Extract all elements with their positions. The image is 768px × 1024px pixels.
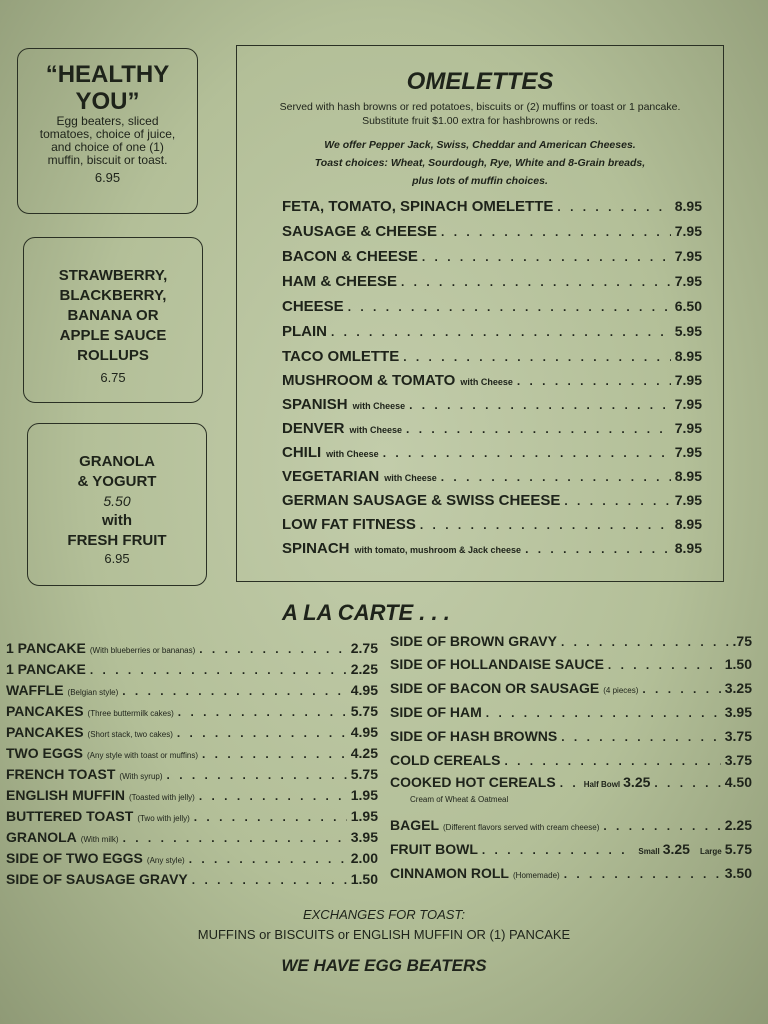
omelettes-sub-2: Substitute fruit $1.00 extra for hashbrowns or reds.: [362, 115, 598, 127]
omelette-item: [282, 396, 702, 413]
healthy-you-box: [17, 48, 198, 214]
omelette-item: [282, 468, 702, 485]
omelettes-cheese-3: plus lots of muffin choices.: [412, 175, 548, 187]
omelette-item: [282, 223, 702, 240]
item-name: SIDE OF HASH BROWNS: [390, 728, 558, 744]
item-note: (Any style with toast or muffins): [87, 751, 198, 760]
item-name: GRANOLA: [6, 829, 77, 845]
granola-line-3: FRESH FRUIT: [67, 532, 167, 549]
leader-dots: [422, 250, 671, 264]
item-price: 4.50: [724, 774, 752, 790]
granola-price-2: 6.95: [104, 551, 130, 566]
item-note: with Cheese: [352, 401, 406, 411]
omelette-item: [282, 372, 702, 389]
leader-dots: [383, 446, 671, 460]
leader-dots: [90, 663, 347, 677]
hot-cereals-sub: Cream of Wheat & Oatmeal: [410, 795, 509, 804]
alacarte-item: [6, 850, 378, 866]
alacarte-item: [390, 817, 752, 833]
item-price: 1.50: [350, 871, 378, 887]
rollups-line-5: ROLLUPS: [77, 347, 149, 364]
large-price: 5.75: [724, 841, 752, 857]
rollups-price: 6.75: [100, 370, 126, 385]
leader-dots: [167, 768, 347, 782]
item-price: 1.50: [724, 656, 752, 672]
item-name: SPINACH: [282, 540, 350, 557]
egg-beaters-note: WE HAVE EGG BEATERS: [281, 956, 487, 975]
healthy-title-line1: “HEALTHY: [45, 61, 170, 88]
leader-dots: [199, 642, 346, 656]
item-note: (Toasted with jelly): [129, 793, 195, 802]
item-price: 7.95: [674, 248, 702, 264]
rollups-line-1: STRAWBERRY,: [58, 267, 168, 284]
alacarte-item-hot-cereals: [390, 774, 752, 790]
item-note: (With milk): [80, 835, 119, 844]
omelette-item: [282, 273, 702, 290]
omelette-item: [282, 540, 702, 557]
item-name: BUTTERED TOAST: [6, 808, 134, 824]
item-name: COOKED HOT CEREALS: [390, 774, 556, 790]
leader-dots: [482, 843, 632, 857]
omelette-item: [282, 298, 702, 315]
omelettes-cheese-1: We offer Pepper Jack, Swiss, Cheddar and American Cheeses.: [324, 139, 636, 151]
item-name: SIDE OF HAM: [390, 704, 482, 720]
leader-dots: [525, 542, 671, 556]
item-name: DENVER: [282, 420, 345, 437]
item-price: 4.95: [350, 724, 378, 740]
item-price: 2.75: [350, 640, 378, 656]
leader-dots: [202, 747, 347, 761]
leader-dots: [401, 275, 671, 289]
alacarte-item: [6, 766, 378, 782]
item-price: 7.95: [674, 396, 702, 412]
leader-dots: [441, 470, 671, 484]
leader-dots: [561, 730, 721, 744]
alacarte-item: [390, 633, 752, 649]
item-name: FRENCH TOAST: [6, 766, 116, 782]
item-price: 3.95: [350, 829, 378, 845]
item-name: FRUIT BOWL: [390, 841, 478, 857]
omelette-item: [282, 198, 702, 215]
alacarte-item: [6, 808, 378, 824]
item-note: (4 pieces): [603, 686, 639, 695]
omelette-item: [282, 348, 702, 365]
healthy-desc-4: muffin, biscuit or toast.: [47, 153, 168, 167]
item-name: SIDE OF BROWN GRAVY: [390, 633, 557, 649]
leader-dots: [409, 398, 671, 412]
leader-dots: [420, 518, 671, 532]
rollups-box: [23, 237, 203, 403]
exchanges-note: [0, 905, 768, 945]
item-name: SIDE OF BACON OR SAUSAGE: [390, 680, 600, 696]
alacarte-item: [390, 656, 752, 672]
granola-price-1: 5.50: [103, 493, 131, 509]
item-name: BAGEL: [390, 817, 439, 833]
alacarte-item: [6, 661, 378, 677]
item-name: FETA, TOMATO, SPINACH OMELETTE: [282, 198, 554, 215]
leader-dots: [189, 852, 347, 866]
item-note: (Any style): [146, 856, 185, 865]
item-price: 8.95: [674, 468, 702, 484]
item-price: 4.25: [350, 745, 378, 761]
item-name: SIDE OF HOLLANDAISE SAUCE: [390, 656, 604, 672]
leader-dots: [561, 635, 729, 649]
alacarte-title: A LA CARTE . . .: [282, 600, 450, 625]
item-name: GERMAN SAUSAGE & SWISS CHEESE: [282, 492, 561, 509]
item-note: with Cheese: [460, 377, 513, 387]
alacarte-item: [6, 640, 378, 656]
item-price: 7.95: [674, 223, 702, 239]
item-name: CINNAMON ROLL: [390, 865, 509, 881]
small-price: 3.25: [662, 841, 690, 857]
leader-dots: [603, 819, 720, 833]
item-name: SAUSAGE & CHEESE: [282, 223, 438, 240]
item-name: PANCAKES: [6, 724, 84, 740]
rollups-line-3: BANANA OR: [67, 307, 159, 324]
alacarte-item: [390, 704, 752, 720]
alacarte-item: [6, 745, 378, 761]
item-name: LOW FAT FITNESS: [282, 516, 416, 533]
item-price: 7.95: [674, 273, 702, 289]
alacarte-item-fruit-bowl: [390, 841, 752, 857]
item-price: 3.50: [724, 865, 752, 881]
item-price: 1.95: [350, 808, 378, 824]
half-bowl-label: Half Bowl: [583, 780, 621, 789]
leader-dots: [517, 374, 671, 388]
item-name: 1 PANCAKE: [6, 661, 86, 677]
item-note: (Different flavors served with cream cheese): [443, 823, 600, 832]
item-name: PLAIN: [282, 323, 327, 340]
leader-dots: [192, 873, 347, 887]
leader-dots: [122, 684, 347, 698]
leader-dots: [194, 810, 347, 824]
item-name: ENGLISH MUFFIN: [6, 787, 125, 803]
item-name: SIDE OF TWO EGGS: [6, 850, 143, 866]
omelette-item: [282, 516, 702, 533]
granola-yogurt-box: [27, 423, 207, 586]
omelette-item: [282, 248, 702, 265]
large-label: Large: [699, 847, 722, 856]
leader-dots: [564, 494, 670, 508]
item-note: (Homemade): [513, 871, 560, 880]
item-price: 7.95: [674, 444, 702, 460]
item-price: 4.95: [350, 682, 378, 698]
omelette-item: [282, 492, 702, 509]
leader-dots: [331, 325, 671, 339]
item-price: 1.95: [350, 787, 378, 803]
item-note: (With syrup): [119, 772, 163, 781]
item-note: (Two with jelly): [137, 814, 190, 823]
item-name: MUSHROOM & TOMATO: [282, 372, 456, 389]
leader-dots: [199, 789, 347, 803]
omelettes-subtitle: [237, 100, 723, 128]
granola-line-1: GRANOLA: [79, 453, 155, 470]
item-note: (Short stack, two cakes): [87, 730, 173, 739]
half-bowl-price: 3.25: [623, 774, 651, 790]
leader-dots: [123, 831, 347, 845]
rollups-line-2: BLACKBERRY,: [59, 287, 167, 304]
item-price: 7.95: [674, 420, 702, 436]
item-note: with Cheese: [384, 473, 437, 483]
omelettes-title: OMELETTES: [406, 68, 554, 95]
item-note: (With blueberries or bananas): [89, 646, 196, 655]
leader-dots: [348, 300, 671, 314]
granola-line-2: & YOGURT: [77, 473, 157, 490]
item-price: 8.95: [674, 516, 702, 532]
item-price: 8.95: [674, 198, 702, 214]
leader-dots: [486, 706, 721, 720]
rollups-line-4: APPLE SAUCE: [59, 327, 167, 344]
leader-dots: [403, 350, 671, 364]
item-price: 2.00: [350, 850, 378, 866]
item-note: with Cheese: [326, 449, 379, 459]
omelette-item: [282, 323, 702, 340]
alacarte-item: [390, 728, 752, 744]
omelettes-sub-1: Served with hash browns or red potatoes, biscuits or (2) muffins or toast or 1 pancake.: [279, 101, 681, 113]
item-price: 7.95: [674, 492, 702, 508]
omelettes-cheese-note: [237, 136, 723, 190]
omelette-item: [282, 444, 702, 461]
item-name: 1 PANCAKE: [6, 640, 86, 656]
omelettes-cheese-2: Toast choices: Wheat, Sourdough, Rye, White and 8-Grain breads,: [314, 157, 646, 169]
item-note: (Three buttermilk cakes): [87, 709, 174, 718]
alacarte-item: [390, 865, 752, 881]
item-price: 5.75: [350, 703, 378, 719]
item-note: with tomato, mushroom & Jack cheese: [354, 545, 522, 555]
item-price: 5.75: [350, 766, 378, 782]
healthy-desc-2: tomatoes, choice of juice,: [39, 127, 176, 141]
leader-dots: [642, 682, 720, 696]
leader-dots: [560, 776, 578, 790]
item-price: 2.25: [724, 817, 752, 833]
item-price: 3.95: [724, 704, 752, 720]
item-name: BACON & CHEESE: [282, 248, 418, 265]
item-name: TWO EGGS: [6, 745, 83, 761]
item-price: 3.75: [724, 728, 752, 744]
item-name: CHILI: [282, 444, 322, 461]
exchanges-title: EXCHANGES FOR TOAST:: [302, 907, 466, 922]
item-price: 8.95: [674, 540, 702, 556]
leader-dots: [608, 658, 721, 672]
item-note: (Belgian style): [67, 688, 119, 697]
item-name: SPANISH: [282, 396, 348, 413]
healthy-desc-3: and choice of one (1): [51, 140, 164, 154]
item-price: 6.50: [674, 298, 702, 314]
alacarte-item: [6, 829, 378, 845]
alacarte-item: [390, 680, 752, 696]
item-price: 7.95: [674, 372, 702, 388]
healthy-title-line2: YOU”: [75, 88, 140, 115]
item-price: 3.75: [724, 752, 752, 768]
leader-dots: [504, 754, 720, 768]
item-price: 2.25: [350, 661, 378, 677]
leader-dots: [557, 200, 670, 214]
alacarte-item: [6, 703, 378, 719]
omelettes-section: [236, 45, 724, 582]
alacarte-item: [6, 724, 378, 740]
healthy-price: 6.95: [94, 170, 121, 185]
leader-dots: [177, 726, 347, 740]
leader-dots: [406, 422, 671, 436]
omelette-item: [282, 420, 702, 437]
item-price: 5.95: [674, 323, 702, 339]
exchanges-options: MUFFINS or BISCUITS or ENGLISH MUFFIN OR (1) PANCAKE: [197, 927, 571, 942]
alacarte-item: [390, 752, 752, 768]
small-label: Small: [638, 847, 660, 856]
item-name: PANCAKES: [6, 703, 84, 719]
leader-dots: [564, 867, 721, 881]
item-price: 8.95: [674, 348, 702, 364]
item-name: TACO OMLETTE: [282, 348, 400, 365]
item-name: HAM & CHEESE: [282, 273, 398, 290]
item-name: VEGETARIAN: [282, 468, 380, 485]
item-name: COLD CEREALS: [390, 752, 501, 768]
alacarte-item: [6, 787, 378, 803]
item-name: SIDE OF SAUSAGE GRAVY: [6, 871, 188, 887]
item-price: 3.25: [724, 680, 752, 696]
item-price: .75: [732, 633, 752, 649]
leader-dots: [178, 705, 347, 719]
leader-dots: [441, 225, 671, 239]
alacarte-item: [6, 871, 378, 887]
item-note: with Cheese: [349, 425, 403, 435]
item-name: WAFFLE: [6, 682, 64, 698]
item-name: CHEESE: [282, 298, 344, 315]
leader-dots: [654, 776, 720, 790]
healthy-desc-1: Egg beaters, sliced: [56, 114, 159, 128]
granola-with: with: [102, 512, 132, 529]
alacarte-item: [6, 682, 378, 698]
